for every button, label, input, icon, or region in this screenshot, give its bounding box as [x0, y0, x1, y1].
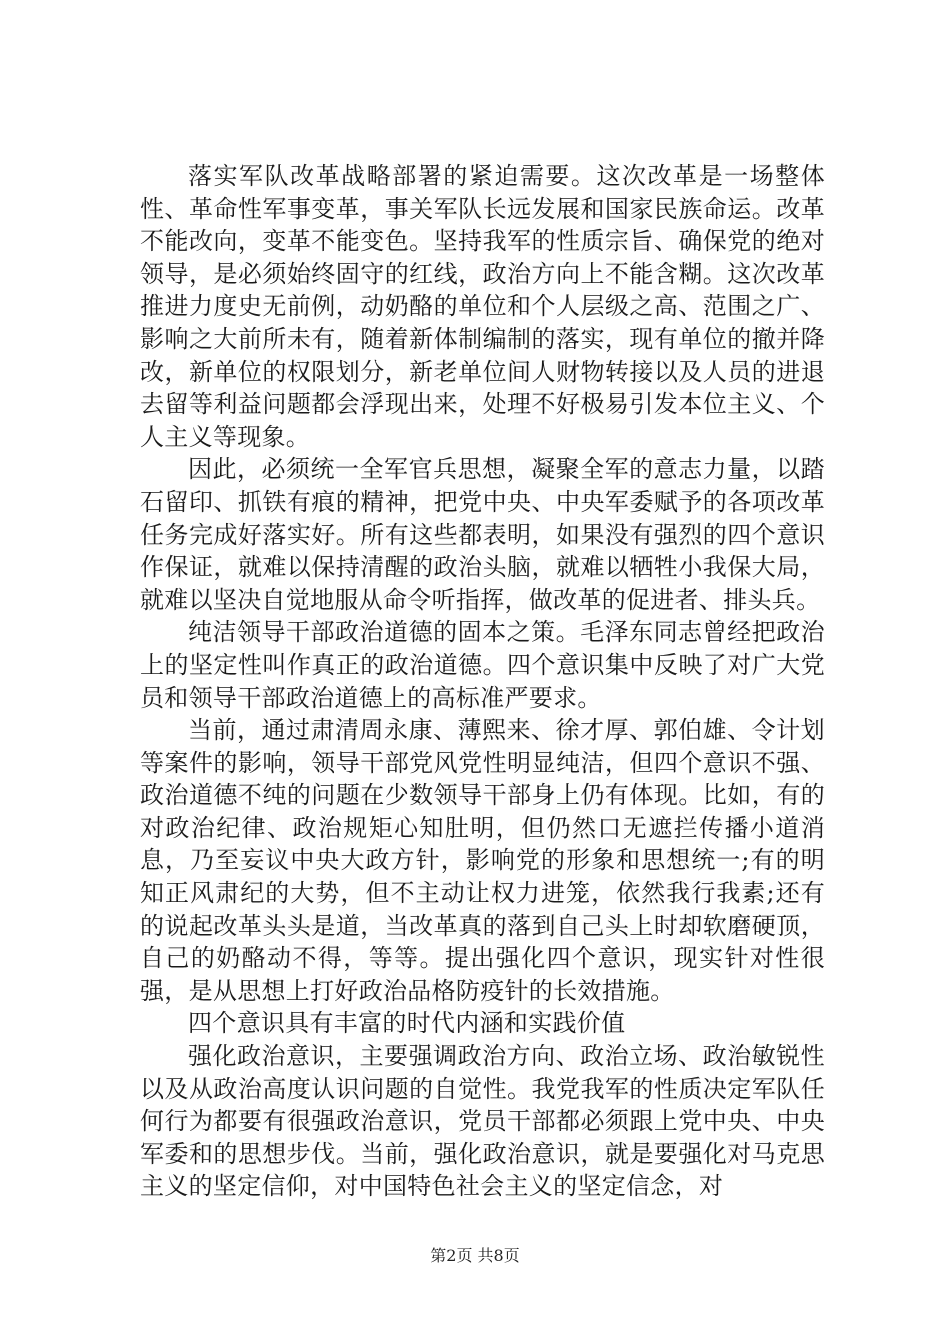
section-heading: 四个意识具有丰富的时代内涵和实践价值: [188, 1009, 626, 1038]
paragraph-political-morality: 纯洁领导干部政治道德的固本之策。毛泽东同志曾经把政治上的坚定性叫作真正的政治道德。四个意识集中反映了对广大党员和领导干部政治道德上的高标准严要求。: [140, 618, 825, 712]
paragraph-military-reform: 落实军队改革战略部署的紧迫需要。这次改革是一场整体性、革命性军事变革，事关军队长远发展和国家民族命运。改革不能改向，变革不能变色。坚持我军的性质宗旨、确保党的绝对领导，是必须始终固守的红线，政治方向上不能含糊。这次改革推进力度史无前例，动奶酪的单位和个人层级之高、范围之广、影响之大前所未有，随着新体制编制的落实，现有单位的撤并降改，新单位的权限划分，新老单位间人财物转接以及人员的进退去留等利益问题都会浮现出来，处理不好极易引发本位主义、个人主义等现象。: [140, 162, 825, 451]
paragraph-current-situation: 当前，通过肃清周永康、薄熙来、徐才厚、郭伯雄、令计划等案件的影响，领导干部党风党性明显纯洁，但四个意识不强、政治道德不纯的问题在少数领导干部身上仍有体现。比如，有的对政治纪律、政治规矩心知肚明，但仍然口无遮拦传播小道消息，乃至妄议中央大政方针，影响党的形象和思想统一;有的明知正风肃纪的大势，但不主动让权力进笼，依然我行我素;还有的说起改革头头是道，当改革真的落到自己头上时却软磨硬顶，自己的奶酪动不得，等等。提出强化四个意识，现实针对性很强，是从思想上打好政治品格防疫针的长效措施。: [140, 716, 825, 1005]
page-number-footer: 第2页 共8页: [430, 1246, 520, 1265]
paragraph-political-awareness: 强化政治意识，主要强调政治方向、政治立场、政治敏锐性以及从政治高度认识问题的自觉性。我党我军的性质决定军队任何行为都要有很强政治意识，党员干部都必须跟上党中央、中央军委和的思想步伐。当前，强化政治意识，就是要强化对马克思主义的坚定信仰，对中国特色社会主义的坚定信念，对: [140, 1042, 825, 1201]
document-body: [140, 160, 825, 1203]
paragraph-unify-thinking: 因此，必须统一全军官兵思想，凝聚全军的意志力量，以踏石留印、抓铁有痕的精神，把党中央、中央军委赋予的各项改革任务完成好落实好。所有这些都表明，如果没有强烈的四个意识作保证，就难以保持清醒的政治头脑，就难以牺牲小我保大局，就难以坚决自觉地服从命令听指挥，做改革的促进者、排头兵。: [140, 455, 825, 614]
